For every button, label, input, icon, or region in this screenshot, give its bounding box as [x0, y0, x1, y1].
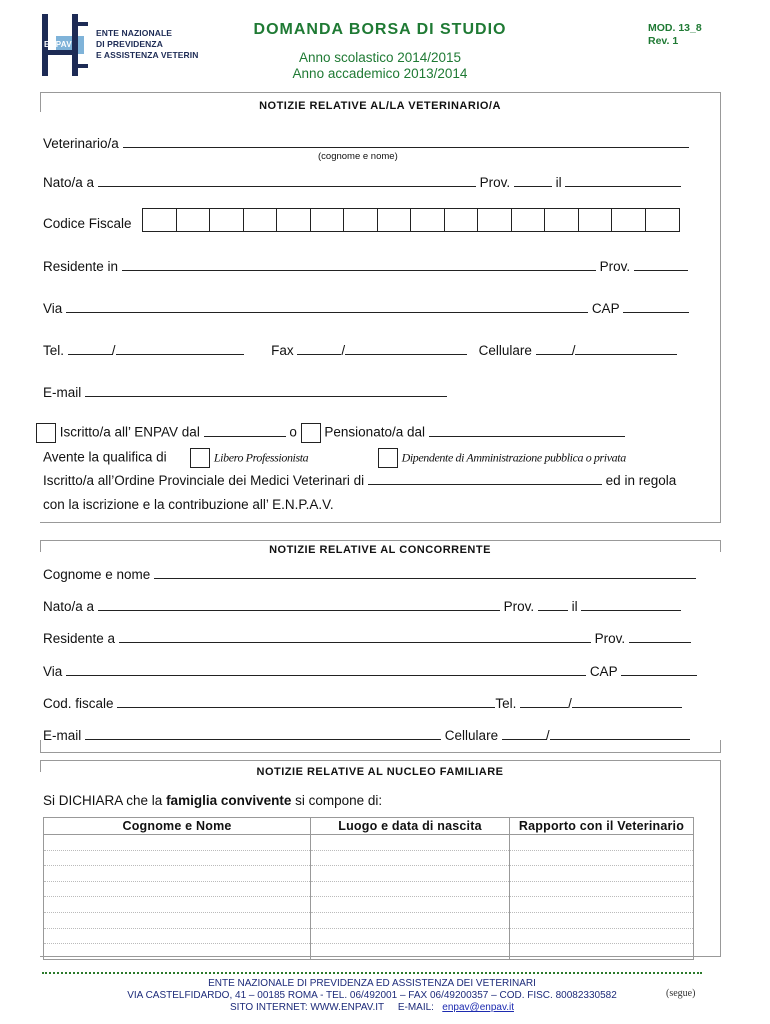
fax-field[interactable]: [345, 342, 467, 355]
concorrente-via-row: [43, 663, 697, 679]
footer-divider: [42, 972, 702, 974]
nato-label: Nato/a a: [43, 599, 95, 614]
dichiara-text: [43, 793, 382, 808]
tel-prefix-field[interactable]: [520, 695, 568, 708]
logo-line: ENTE NAZIONALE: [96, 28, 173, 38]
concorrente-residente-row: [43, 630, 691, 646]
veterinario-field[interactable]: [123, 135, 689, 148]
email-label: E-mail: [43, 728, 82, 743]
codice-fiscale-grid[interactable]: [142, 208, 680, 232]
segue-note: (segue): [666, 988, 696, 999]
concorrente-cognome-row: [43, 566, 696, 582]
table-row: [44, 912, 694, 928]
prov-label: Prov.: [599, 259, 631, 274]
codice-fiscale-label: Codice Fiscale: [43, 216, 132, 231]
prov-label: Prov.: [479, 175, 511, 190]
table-row: [44, 897, 694, 913]
il-label: il: [555, 175, 562, 190]
dichiara-pre: Si DICHIARA che la: [43, 793, 163, 808]
via-field[interactable]: [66, 300, 588, 313]
cap-field[interactable]: [623, 300, 689, 313]
logo-line: E ASSISTENZA VETERIN: [96, 50, 199, 60]
column-header: Rapporto con il Veterinario: [510, 818, 694, 835]
tel-label: Tel.: [43, 343, 65, 358]
cap-field[interactable]: [621, 663, 697, 676]
footer-email-label: E-MAIL:: [397, 1002, 434, 1013]
page-title: DOMANDA BORSA DI STUDIO: [253, 21, 507, 38]
logo-text: [96, 28, 198, 61]
email-field[interactable]: [85, 727, 441, 740]
nato-field[interactable]: [98, 174, 476, 187]
residente-field[interactable]: [119, 630, 591, 643]
fax-label: Fax: [271, 343, 294, 358]
ordine-label: Iscritto/a all’Ordine Provinciale dei Medici Veterinari di: [43, 473, 365, 488]
cellulare-prefix-field[interactable]: [536, 342, 572, 355]
iscritto-date-field[interactable]: [204, 424, 286, 437]
logo-acronym: ENPAV: [44, 40, 72, 49]
dipendente-checkbox[interactable]: [378, 448, 398, 468]
cellulare-label: Cellulare: [444, 728, 499, 743]
tel-field[interactable]: [572, 695, 682, 708]
footer-line2: VIA CASTELFIDARDO, 41 – 00185 ROMA - TEL. 06/492001 – FAX 06/49200357 – COD. FISC. 80082330582: [127, 990, 617, 1001]
dichiara-bold: famiglia convivente: [166, 793, 292, 808]
cap-label: CAP: [591, 301, 620, 316]
tel-row: Tel. / Fax / Cellulare /: [43, 342, 677, 358]
ordine-row: [43, 472, 676, 488]
qualifica-label: Avente la qualifica di: [43, 449, 167, 465]
concorrente-nato-row: [43, 598, 681, 614]
footer-line3: [42, 1002, 702, 1014]
date-field[interactable]: [565, 174, 681, 187]
email-label: E-mail: [43, 385, 82, 400]
nato-field[interactable]: [98, 598, 500, 611]
anno-accademico: Anno accademico 2013/2014: [292, 66, 468, 81]
cognome-label: Cognome e nome: [43, 567, 151, 582]
or-label: o: [289, 424, 297, 440]
cellulare-field[interactable]: [575, 342, 677, 355]
table-row: [44, 881, 694, 897]
iscrizione-row: [36, 423, 625, 443]
anno-scolastico: Anno scolastico 2014/2015: [298, 50, 462, 65]
column-header: Luogo e data di nascita: [311, 818, 510, 835]
tel-prefix-field[interactable]: [68, 342, 112, 355]
cod-fiscale-field[interactable]: [117, 695, 495, 708]
cellulare-label: Cellulare: [478, 343, 532, 358]
residente-label: Residente in: [43, 259, 119, 274]
via-label: Via: [43, 301, 63, 316]
residente-field[interactable]: [122, 258, 596, 271]
column-header: Cognome e Nome: [44, 818, 311, 835]
dipendente-label: Dipendente di Amministrazione pubblica o privata: [401, 450, 626, 465]
logo-line: DI PREVIDENZA: [96, 39, 163, 49]
table-row: [44, 866, 694, 882]
prov-label: Prov.: [503, 599, 535, 614]
cognome-nome-hint: (cognome e nome): [318, 151, 398, 162]
pensionato-date-field[interactable]: [429, 424, 625, 437]
footer-line1: ENTE NAZIONALE DI PREVIDENZA ED ASSISTENZA DEI VETERINARI: [208, 978, 536, 989]
subtitle: [240, 50, 520, 82]
ordine-field[interactable]: [368, 472, 602, 485]
fax-prefix-field[interactable]: [297, 342, 341, 355]
cap-label: CAP: [589, 664, 618, 679]
section-concorrente-title: NOTIZIE RELATIVE AL CONCORRENTE: [269, 544, 491, 556]
footer-website: SITO INTERNET: WWW.ENPAV.IT: [230, 1002, 384, 1013]
veterinario-label: Veterinario/a: [43, 136, 119, 151]
footer-email-link[interactable]: enpav@enpav.it: [442, 1002, 514, 1013]
prov-field[interactable]: [634, 258, 688, 271]
libero-checkbox[interactable]: [190, 448, 210, 468]
libero-label: Libero Professionista: [213, 450, 309, 465]
veterinario-row: [43, 135, 689, 151]
revision: Rev. 1: [648, 35, 679, 47]
prov-field[interactable]: [629, 630, 691, 643]
cod-fiscale-label: Cod. fiscale: [43, 696, 114, 711]
pensionato-checkbox[interactable]: [301, 423, 321, 443]
tel-field[interactable]: [116, 342, 244, 355]
residente-row: [43, 258, 688, 274]
section-famiglia-title: NOTIZIE RELATIVE AL NUCLEO FAMILIARE: [256, 766, 504, 778]
section-veterinario-title: NOTIZIE RELATIVE AL/LA VETERINARIO/A: [259, 100, 501, 112]
email-field[interactable]: [85, 384, 447, 397]
dichiara-post: si compone di:: [295, 793, 383, 808]
il-label: il: [571, 599, 578, 614]
cellulare-prefix-field[interactable]: [502, 727, 546, 740]
prov-field[interactable]: [538, 598, 568, 611]
residente-label: Residente a: [43, 631, 116, 646]
iscritto-label: Iscritto/a all’ ENPAV dal: [59, 424, 200, 440]
pensionato-label: Pensionato/a dal: [324, 424, 425, 440]
cognome-field[interactable]: [154, 566, 696, 579]
date-field[interactable]: [581, 598, 681, 611]
enpav-logo: [42, 14, 88, 76]
in-regola-label: ed in regola: [605, 473, 677, 488]
table-row: [44, 835, 694, 851]
nato-row: [43, 174, 681, 190]
via-row: [43, 300, 689, 316]
tel-label: Tel.: [495, 696, 517, 711]
qualifica-row: [43, 448, 626, 468]
module-code: [648, 22, 702, 48]
contribuzione-text: con la iscrizione e la contribuzione all’ E.N.P.A.V.: [43, 497, 334, 512]
cellulare-field[interactable]: [550, 727, 690, 740]
via-field[interactable]: [66, 663, 586, 676]
famiglia-table: [43, 817, 694, 960]
via-label: Via: [43, 664, 63, 679]
concorrente-email-row: E-mail Cellulare /: [43, 727, 690, 743]
footer: [42, 978, 702, 1014]
table-row: [44, 850, 694, 866]
table-row: [44, 944, 694, 960]
concorrente-codfiscale-row: Cod. fiscale Tel. /: [43, 695, 682, 711]
nato-label: Nato/a a: [43, 175, 95, 190]
prov-field[interactable]: [514, 174, 552, 187]
table-row: [44, 928, 694, 944]
iscritto-checkbox[interactable]: [36, 423, 56, 443]
mod-number: MOD. 13_8: [648, 22, 702, 34]
email-row: [43, 384, 447, 400]
prov-label: Prov.: [594, 631, 626, 646]
